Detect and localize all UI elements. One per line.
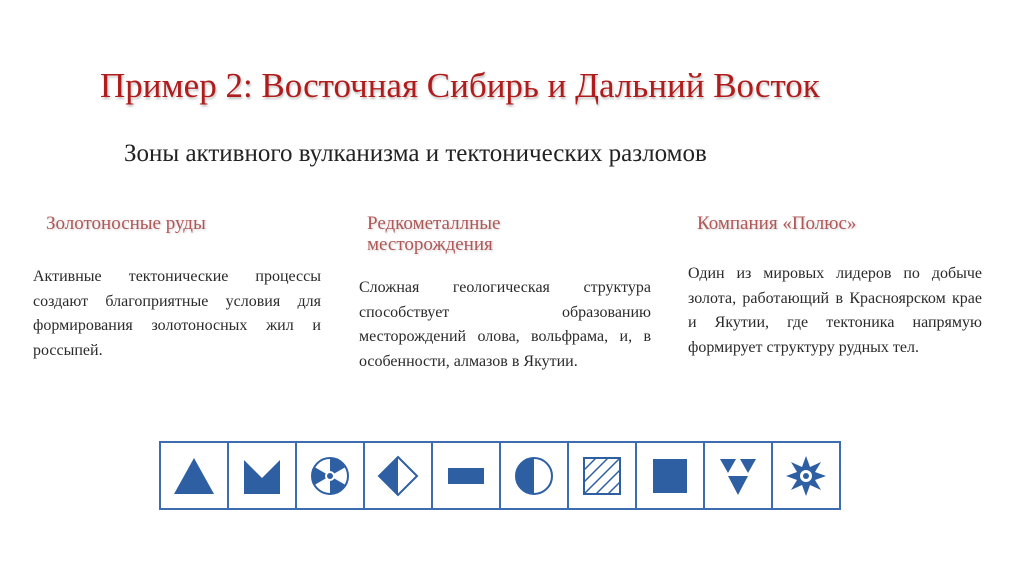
legend-cell	[705, 443, 773, 508]
legend-cell	[365, 443, 433, 508]
legend-cell	[297, 443, 365, 508]
half-circle-icon	[512, 454, 556, 498]
page-title: Пример 2: Восточная Сибирь и Дальний Восток	[100, 66, 820, 105]
filled-square-icon	[648, 454, 692, 498]
mineral-symbols-legend	[159, 441, 841, 510]
rectangle-icon	[444, 454, 488, 498]
triangles-icon	[716, 454, 760, 498]
heading-gold-ores: Золотоносные руды	[46, 213, 206, 234]
notched-square-icon	[240, 454, 284, 498]
text-polyus: Один из мировых лидеров по добыче золота, работающий в Красноярском крае и Якутии, где тектоника напрямую формирует структуру рудных тел.	[688, 265, 982, 356]
triangle-icon	[172, 454, 216, 498]
legend-cell	[501, 443, 569, 508]
hatched-square-icon	[580, 454, 624, 498]
legend-cell	[161, 443, 229, 508]
text-rare-metals: Сложная геологическая структура способствует образованию месторождений олова, вольфрама, и, в особенности, алмазов в Якутии.	[359, 279, 651, 370]
half-diamond-icon	[376, 454, 420, 498]
heading-rare-metals: Редкометаллные месторождения	[367, 213, 501, 255]
legend-cell	[569, 443, 637, 508]
star-gear-icon	[784, 454, 828, 498]
legend-cell	[433, 443, 501, 508]
legend-cell	[637, 443, 705, 508]
radiation-circle-icon	[308, 454, 352, 498]
legend-cell	[229, 443, 297, 508]
text-gold-ores: Активные тектонические процессы создают благоприятные условия для формирования золотоносных жил и россыпей.	[33, 268, 321, 359]
page-subtitle: Зоны активного вулканизма и тектонических разломов	[124, 140, 707, 167]
legend-cell	[773, 443, 839, 508]
heading-polyus: Компания «Полюс»	[697, 213, 857, 234]
